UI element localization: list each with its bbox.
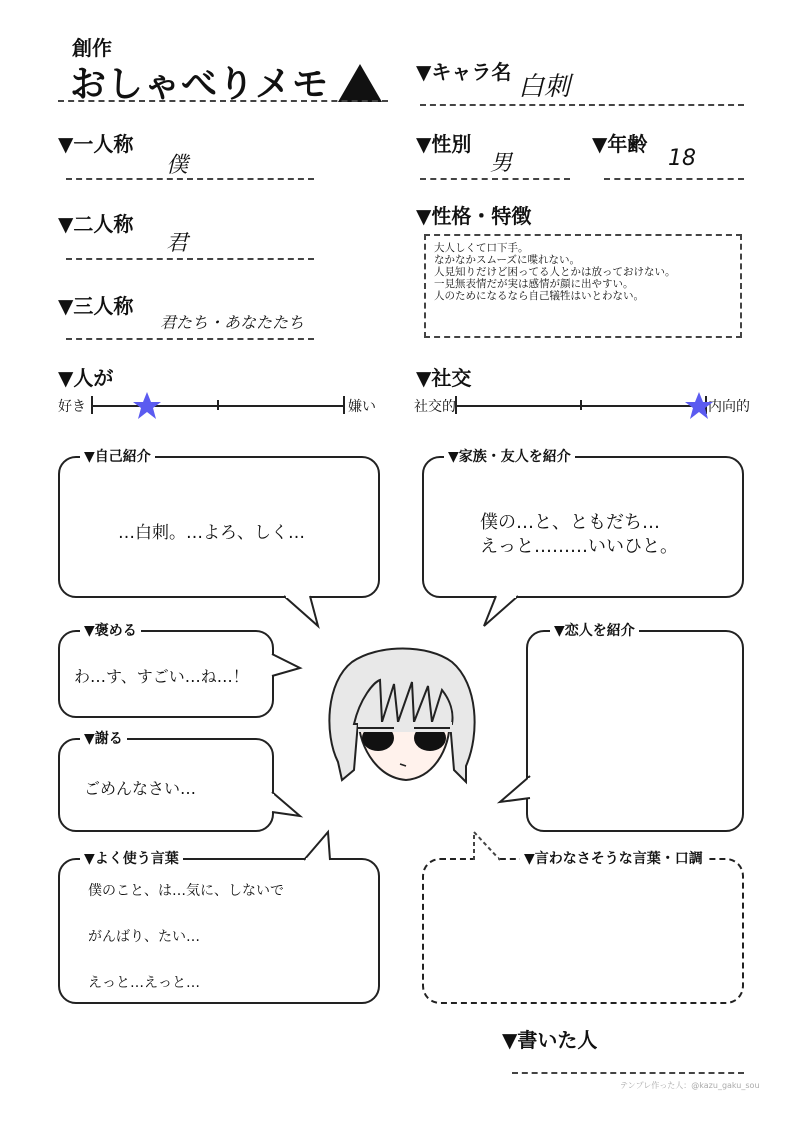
common-words-text-1: 僕のこと、は…気に、しないで (88, 883, 284, 899)
first-person-label: ▼一人称 (58, 132, 134, 156)
character-avatar (318, 642, 488, 792)
traits-line: 人見知りだけど困ってる人とかは放っておけない。 (434, 266, 676, 278)
common-words-tail (300, 830, 336, 862)
never-say-label: ▼言わなさそうな言葉・口調 (520, 848, 707, 868)
apologize-text: ごめんなさい… (84, 779, 197, 798)
common-words-text-2: がんばり、たい… (88, 929, 200, 945)
second-person-value[interactable]: 君 (166, 231, 189, 256)
author-label: ▼書いた人 (502, 1028, 598, 1052)
first-person-value[interactable]: 僕 (166, 153, 189, 178)
lover-bubble[interactable] (526, 630, 744, 832)
traits-line: なかなかスムーズに喋れない。 (434, 254, 580, 266)
gender-value[interactable]: 男 (490, 151, 513, 176)
praise-tail (270, 650, 304, 682)
social-scale-right: 内向的 (708, 399, 750, 415)
third-person-underline (66, 338, 314, 340)
chara-name-label: ▼キャラ名 (416, 60, 512, 84)
people-scale-label: ▼人が (58, 366, 114, 390)
people-scale-endtick-right (343, 396, 345, 414)
traits-line: 大人しくて口下手。 (434, 242, 529, 254)
family-friends-tail (478, 594, 524, 628)
apologize-label: ▼謝る (80, 728, 127, 748)
self-intro-tail (280, 594, 326, 628)
page-title: おしゃべりメモ (70, 64, 330, 105)
traits-label: ▼性格・特徴 (416, 204, 532, 228)
traits-line: 人のためになるなら自己犠牲はいとわない。 (434, 290, 644, 302)
apologize-tail (270, 790, 304, 824)
common-words-text-3: えっと…えっと… (88, 975, 200, 991)
lover-tail (498, 772, 532, 808)
age-underline (604, 178, 744, 180)
second-person-underline (66, 258, 314, 260)
lover-label: ▼恋人を紹介 (550, 620, 639, 640)
people-scale-right: 嫌い (348, 399, 376, 415)
age-label: ▼年齢 (592, 132, 648, 156)
triangle-icon (338, 64, 382, 102)
people-scale-tick-mid (217, 400, 219, 410)
traits-line: 一見無表情だが実は感情が顔に出やすい。 (434, 278, 634, 290)
people-scale-star-icon[interactable] (132, 391, 162, 421)
title-small: 創作 (72, 36, 112, 60)
third-person-label: ▼三人称 (58, 294, 134, 318)
third-person-value[interactable]: 君たち・あなたたち (160, 313, 305, 332)
social-scale-tick-mid (580, 400, 582, 410)
social-scale-star-icon[interactable] (684, 391, 714, 421)
social-scale-endtick-left (455, 396, 457, 414)
self-intro-label: ▼自己紹介 (80, 446, 155, 466)
chara-name-value[interactable]: 白刺 (518, 72, 571, 102)
self-intro-text: …白刺。…よろ、しく… (118, 523, 305, 543)
family-friends-label: ▼家族・友人を紹介 (444, 446, 575, 466)
never-say-bubble[interactable] (422, 858, 744, 1004)
social-scale-label: ▼社交 (416, 366, 472, 390)
never-say-tail (466, 830, 506, 862)
first-person-underline (66, 178, 314, 180)
chara-name-underline (420, 104, 744, 106)
praise-label: ▼褒める (80, 620, 141, 640)
traits-box[interactable] (424, 234, 742, 338)
social-scale-left: 社交的 (414, 399, 456, 415)
family-friends-text-1: 僕の…と、ともだち… (480, 512, 660, 533)
title-underline (58, 100, 388, 102)
author-underline (512, 1072, 744, 1074)
common-words-label: ▼よく使う言葉 (80, 848, 183, 868)
family-friends-text-2: えっと………いいひと。 (480, 536, 678, 557)
people-scale-left: 好き (58, 399, 86, 415)
praise-text: わ…す、すごい…ね…！ (74, 667, 249, 686)
second-person-label: ▼二人称 (58, 212, 134, 236)
gender-label: ▼性別 (416, 132, 472, 156)
template-credit: テンプレ作った人：@kazu_gaku_sou (620, 1081, 760, 1090)
age-value[interactable]: 18 (668, 146, 696, 171)
people-scale-endtick-left (91, 396, 93, 414)
gender-underline (420, 178, 570, 180)
